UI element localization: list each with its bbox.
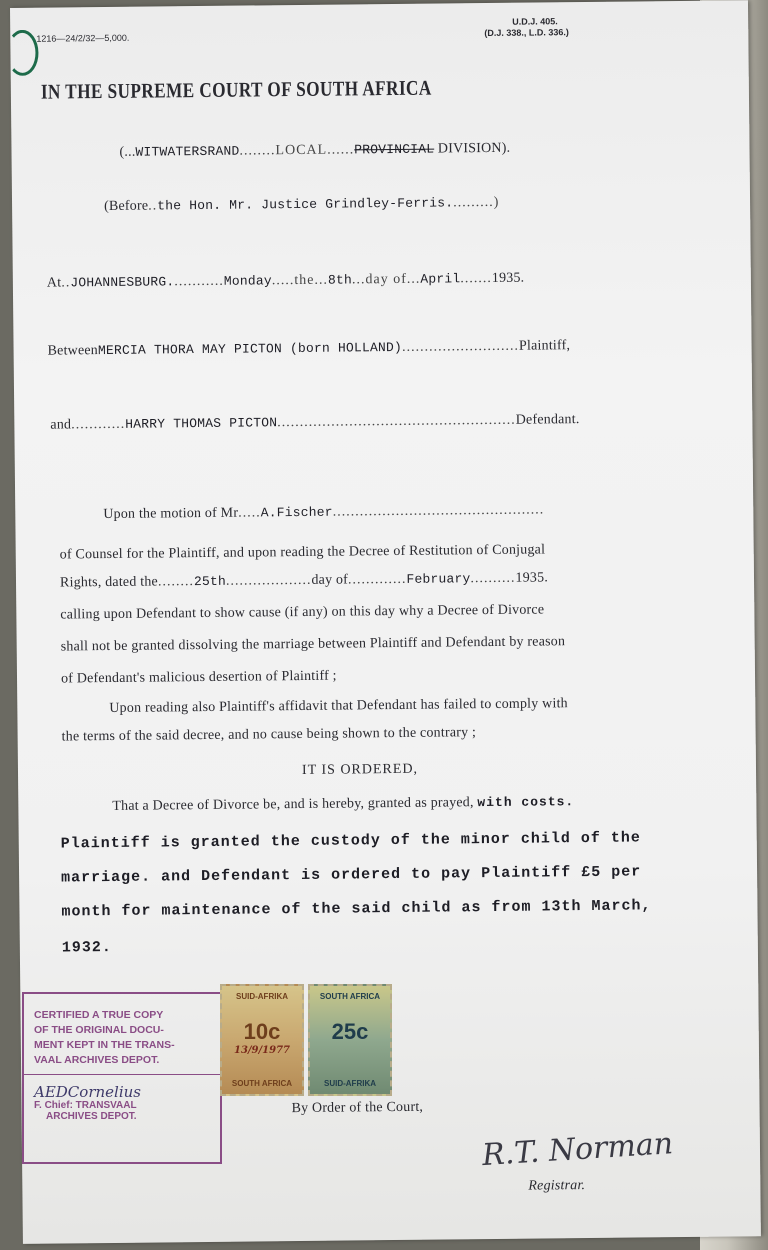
stamp-chief-1: Chief: TRANSVAAL: [44, 1100, 137, 1111]
order-line: [112, 794, 574, 815]
plaintiff-label: Plaintiff,: [518, 338, 571, 354]
defendant-label: Defendant.: [515, 412, 580, 428]
revenue-stamp-overprint: 13/9/1977: [233, 1045, 290, 1056]
before-end: .........): [453, 194, 500, 211]
body-line-8: the terms of the said decree, and no cause being shown to the contrary ;: [61, 725, 477, 745]
revenue-stamp-25c: [308, 984, 392, 1096]
registrar-label: Registrar.: [528, 1178, 586, 1194]
body-line-6: of Defendant's malicious desertion of Plaintiff ;: [60, 668, 337, 687]
revenue-stamp-value: 25c: [331, 1019, 369, 1044]
stamp-chief: [34, 1100, 212, 1122]
archivist-signature: AEDCornelius: [34, 1083, 141, 1101]
order-printed: That a Decree of Divorce be, and is hereby, granted as prayed,: [112, 795, 474, 814]
weekday: Monday: [223, 273, 272, 289]
revenue-stamp-value: 10c: [243, 1019, 281, 1044]
day-of: day of: [311, 572, 349, 588]
typed-line-2: marriage. and Defendant is ordered to pay Plaintiff £5 per: [61, 863, 642, 887]
revenue-stamp-top: SUID-AFRIKA: [236, 992, 288, 1001]
revenue-stamp-10c: [220, 984, 304, 1096]
by-order-text: By Order of the Court,: [291, 1099, 424, 1117]
at-label: At: [46, 275, 62, 291]
counsel-name: A.Fischer: [260, 504, 333, 521]
month: April: [420, 271, 461, 287]
plaintiff-name: MERCIA THORA MAY PICTON (born HOLLAND): [97, 339, 403, 359]
typed-line-3: month for maintenance of the said child as from 13th March,: [61, 897, 652, 921]
revenue-stamp-bottom: SUID-AFRIKA: [324, 1079, 376, 1088]
division-local-name: WITWATERSRAND: [135, 143, 240, 160]
body-line-4: calling upon Defendant to show cause (if any) on this day why a Decree of Divorce: [60, 602, 545, 623]
decree-year: 1935.: [515, 570, 549, 586]
form-code-1: U.D.J. 405.: [512, 16, 558, 27]
and-label: and: [50, 417, 72, 433]
form-code-2: (D.J. 338., L.D. 336.): [484, 27, 569, 39]
order-typed: with costs.: [477, 794, 575, 811]
court-title: IN THE SUPREME COURT OF SOUTH AFRICA: [40, 75, 432, 104]
motion-prefix: Upon the motion of Mr: [103, 505, 239, 523]
stamp-line-2: OF THE ORIGINAL DOCU-: [34, 1024, 164, 1036]
day-of-label: ...day of...: [351, 271, 421, 288]
the-label: .....the...: [271, 272, 329, 289]
division-struck: PROVINCIAL: [354, 141, 435, 158]
decree-month: February: [406, 571, 471, 587]
judge-name: the Hon. Mr. Justice Grindley-Ferris.: [157, 195, 454, 214]
registrar-signature: R.T. Norman: [481, 1126, 675, 1174]
before-line: (Before..the Hon. Mr. Justice Grindley-Ferris..........): [104, 194, 500, 215]
rights-line: Rights, dated the........25th...................day of.............February..........1935.: [59, 570, 549, 591]
date-line: At..JOHANNESBURG............Monday.....the...8th...day of...April.......1935.: [46, 270, 525, 291]
stamp-line-1: CERTIFIED A TRUE COPY: [34, 1009, 164, 1021]
stamp-initial: F.: [34, 1100, 42, 1111]
binding-string: [6, 30, 38, 76]
body-line-5: shall not be granted dissolving the marriage between Plaintiff and Defendant by reason: [60, 634, 566, 655]
body-line-7: Upon reading also Plaintiff's affidavit that Defendant has failed to comply with: [109, 696, 568, 716]
stamp-line-4: VAAL ARCHIVES DEPOT.: [34, 1054, 160, 1066]
stamp-chief-2: ARCHIVES DEPOT.: [46, 1111, 137, 1122]
day: 8th: [327, 272, 353, 288]
revenue-stamp-bottom: SOUTH AFRICA: [231, 1079, 293, 1088]
it-is-ordered: IT IS ORDERED,: [301, 761, 419, 778]
archive-certification-stamp: [22, 992, 222, 1164]
revenue-stamp-top: SOUTH AFRICA: [319, 992, 381, 1001]
typed-line-4: 1932.: [61, 938, 112, 957]
division-suffix: DIVISION).: [437, 140, 511, 157]
body-line-2: of Counsel for the Plaintiff, and upon reading the Decree of Restitution of Conjugal: [59, 542, 546, 563]
division-line: [119, 141, 510, 161]
place: JOHANNESBURG.: [70, 274, 175, 291]
defendant-name: HARRY THOMAS PICTON: [125, 415, 278, 432]
decree-day: 25th: [193, 573, 226, 590]
year: 1935.: [491, 270, 525, 286]
division-local: ........LOCAL......: [239, 142, 355, 159]
before-label: (Before: [104, 198, 149, 215]
form-number: 1216—24/2/32—5,000.: [36, 32, 130, 44]
stamp-line-3: MENT KEPT IN THE TRANS-: [34, 1039, 175, 1051]
rights-prefix: Rights, dated the: [59, 574, 158, 591]
defendant-line: and............HARRY THOMAS PICTON.....................................................Defendant.: [50, 412, 580, 433]
between-label: Between: [47, 343, 99, 359]
plaintiff-line: BetweenMERCIA THORA MAY PICTON (born HOLLAND)..........................Plaintiff,: [47, 338, 571, 359]
division-prefix: (...: [119, 144, 136, 160]
typed-line-1: Plaintiff is granted the custody of the minor child of the: [60, 829, 641, 853]
motion-line: Upon the motion of Mr.....A.Fischer...............................................: [103, 502, 545, 523]
